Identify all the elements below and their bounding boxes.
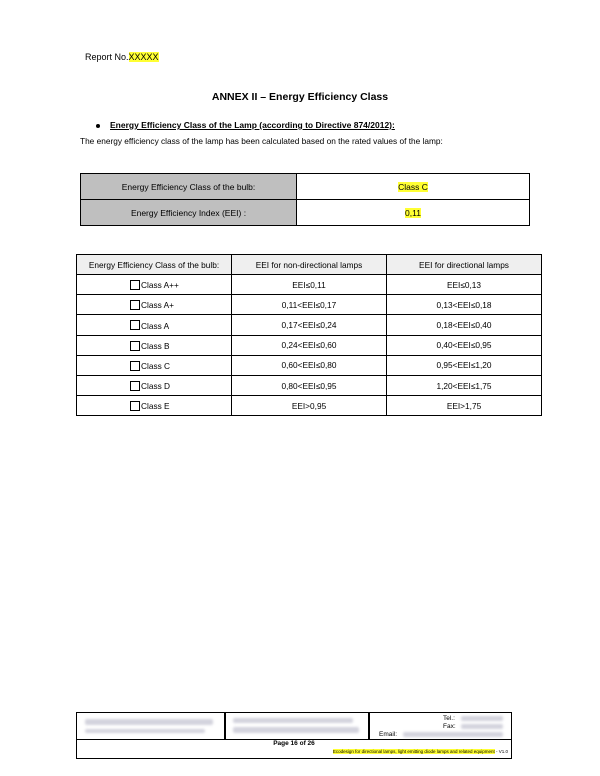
redacted-address xyxy=(233,718,353,723)
intro-text: The energy efficiency class of the lamp has been calculated based on the rated values of the lamp: xyxy=(80,136,443,146)
non-directional-cell: 0,17<EEI≤0,24 xyxy=(232,315,387,335)
non-directional-cell: 0,80<EEI≤0,95 xyxy=(232,375,387,395)
bullet-heading xyxy=(96,120,395,130)
class-table xyxy=(76,254,542,416)
redacted-company xyxy=(85,719,213,725)
directional-cell: EEI≤0,13 xyxy=(387,275,542,295)
non-directional-cell: 0,24<EEI≤0,60 xyxy=(232,335,387,355)
table-row xyxy=(77,355,542,375)
table-row xyxy=(77,396,542,416)
non-directional-cell: 0,60<EEI≤0,80 xyxy=(232,355,387,375)
report-number: XXXXX xyxy=(128,52,159,62)
class-name: Class A+ xyxy=(141,300,174,311)
class-name: Class E xyxy=(141,401,170,412)
checkbox[interactable] xyxy=(130,341,140,351)
table-row xyxy=(77,315,542,335)
class-cell xyxy=(77,275,232,295)
table-row xyxy=(77,375,542,395)
class-name: Class B xyxy=(141,340,170,351)
summary-table xyxy=(80,173,530,226)
bullet-heading-text: Energy Efficiency Class of the Lamp (according to Directive 874/2012): xyxy=(110,120,395,130)
class-name: Class A xyxy=(141,320,170,331)
eei-value: 0,11 xyxy=(405,207,421,218)
class-value: Class C xyxy=(398,181,428,192)
directional-cell: 0,95<EEI≤1,20 xyxy=(387,355,542,375)
checkbox[interactable] xyxy=(130,361,140,371)
header-directional: EEI for directional lamps xyxy=(387,255,542,275)
email-label: Email: xyxy=(379,731,398,738)
non-directional-cell: 0,11<EEI≤0,17 xyxy=(232,295,387,315)
directional-cell: 1,20<EEI≤1,75 xyxy=(387,375,542,395)
version: - V1.0 xyxy=(494,749,508,754)
footer-address-box xyxy=(224,712,370,740)
non-directional-cell: EEI≤0,11 xyxy=(232,275,387,295)
header-class: Energy Efficiency Class of the bulb: xyxy=(77,255,232,275)
class-name: Class A++ xyxy=(141,280,179,290)
tel-label: Tel.: xyxy=(443,715,455,722)
page-number: Page 16 of 26 xyxy=(273,740,315,747)
report-prefix: Report No. xyxy=(85,52,129,62)
class-cell xyxy=(77,375,232,395)
bullet-icon xyxy=(96,124,100,128)
class-cell xyxy=(77,355,232,375)
class-name: Class C xyxy=(141,360,171,371)
eei-value-cell xyxy=(297,200,530,226)
directional-cell: 0,40<EEI≤0,95 xyxy=(387,335,542,355)
footer-bottom-box xyxy=(76,738,512,759)
checkbox[interactable] xyxy=(130,300,140,310)
eei-label: Energy Efficiency Index (EEI) : xyxy=(81,200,297,226)
summary-row-eei xyxy=(81,200,530,226)
report-number-line xyxy=(85,52,159,62)
class-table-header xyxy=(77,255,542,275)
class-label: Energy Efficiency Class of the bulb: xyxy=(81,174,297,200)
page-footer xyxy=(76,712,512,760)
redacted-address-2 xyxy=(233,727,359,733)
ecodesign-note: Ecodesign for directional lamps, light emitting diode lamps and related equipment xyxy=(332,749,495,754)
table-row xyxy=(77,275,542,295)
non-directional-cell: EEI>0,95 xyxy=(232,396,387,416)
annex-title: ANNEX II – Energy Efficiency Class xyxy=(211,91,389,103)
class-name: Class D xyxy=(141,380,171,391)
class-cell xyxy=(77,335,232,355)
redacted-accreditation xyxy=(85,729,205,733)
class-cell xyxy=(77,295,232,315)
table-row xyxy=(77,335,542,355)
checkbox[interactable] xyxy=(130,401,140,411)
header-non-directional: EEI for non-directional lamps xyxy=(232,255,387,275)
footer-company-box xyxy=(76,712,226,740)
redacted-tel xyxy=(461,716,503,721)
directional-cell: 0,18<EEI≤0,40 xyxy=(387,315,542,335)
redacted-fax xyxy=(461,724,503,729)
ecodesign-note-line xyxy=(333,749,508,754)
directional-cell: 0,13<EEI≤0,18 xyxy=(387,295,542,315)
class-cell xyxy=(77,315,232,335)
class-value-cell xyxy=(297,174,530,200)
summary-row-class xyxy=(81,174,530,200)
fax-label: Fax: xyxy=(443,723,456,730)
checkbox[interactable] xyxy=(130,280,140,290)
table-row xyxy=(77,295,542,315)
redacted-email xyxy=(403,732,503,737)
directional-cell: EEI>1,75 xyxy=(387,396,542,416)
class-cell xyxy=(77,396,232,416)
checkbox[interactable] xyxy=(130,320,140,330)
checkbox[interactable] xyxy=(130,381,140,391)
footer-contact-box xyxy=(368,712,512,740)
